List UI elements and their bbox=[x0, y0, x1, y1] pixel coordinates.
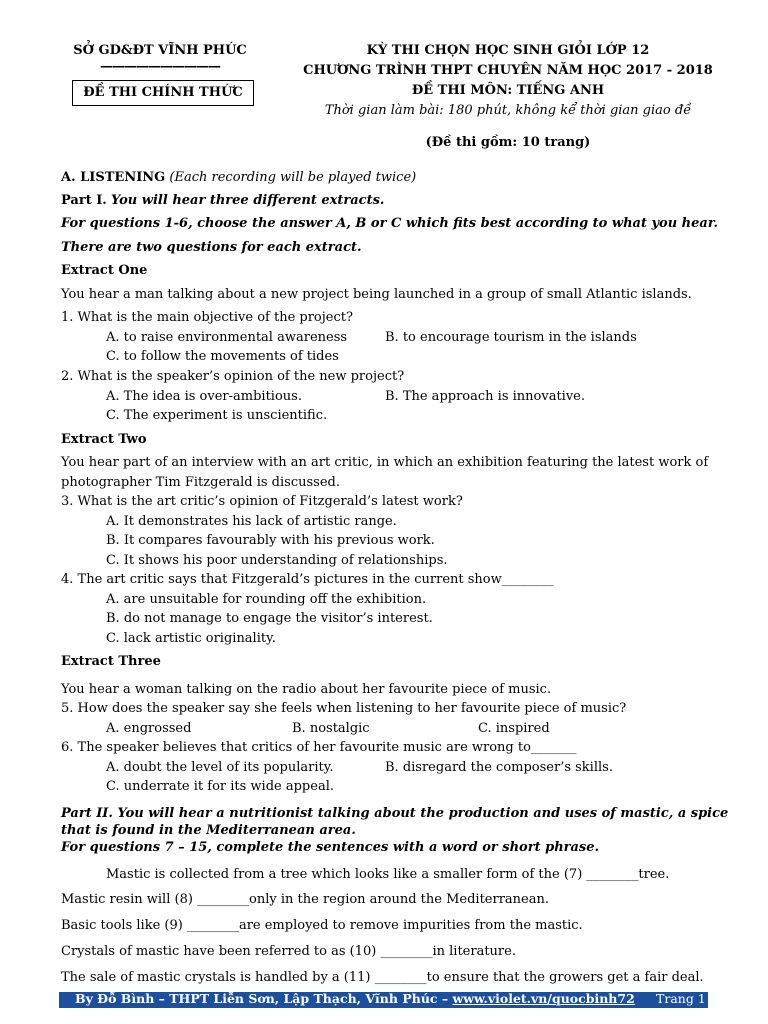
part2-instruction: For questions 7 – 15, complete the sentences with a word or short phrase. bbox=[61, 840, 600, 855]
question-5-option-c: C. inspired bbox=[478, 721, 550, 736]
footer-byline: By Đỗ Bình – THPT Liễn Sơn, Lập Thạch, Vĩnh Phúc – www.violet.vn/quocbinh72 bbox=[75, 991, 635, 1006]
part1-instruction-2: There are two questions for each extract. bbox=[61, 240, 362, 255]
question-3-option-b: B. It compares favourably with his previous work. bbox=[106, 533, 435, 548]
extract-two-intro: You hear part of an interview with an art critic, in which an exhibition featuring the latest work of bbox=[61, 455, 709, 470]
issuing-office: SỞ GD&ĐT VĨNH PHÚC bbox=[73, 43, 247, 58]
question-2: 2. What is the speaker’s opinion of the new project? bbox=[61, 369, 405, 384]
exam-subject: ĐỀ THI MÔN: TIẾNG ANH bbox=[411, 83, 605, 98]
part2-heading-cont: that is found in the Mediterranean area. bbox=[61, 823, 356, 838]
exam-program: CHƯƠNG TRÌNH THPT CHUYÊN NĂM HỌC 2017 - 2018 bbox=[303, 63, 713, 78]
question-6-option-b: B. disregard the composer’s skills. bbox=[385, 760, 613, 775]
question-1-option-a: A. to raise environmental awareness bbox=[106, 330, 348, 345]
question-4-option-c: C. lack artistic originality. bbox=[106, 631, 276, 646]
question-2-option-c: C. The experiment is unscientific. bbox=[106, 408, 328, 423]
exam-time: Thời gian làm bài: 180 phút, không kể thời gian giao đề bbox=[324, 103, 692, 118]
question-4-option-b: B. do not manage to engage the visitor’s interest. bbox=[106, 611, 433, 626]
sentence-8: Mastic resin will (8) ________only in the region around the Mediterranean. bbox=[61, 892, 550, 907]
question-2-option-a: A. The idea is over-ambitious. bbox=[106, 389, 302, 404]
extract-one-intro: You hear a man talking about a new project being launched in a group of small Atlantic islands. bbox=[61, 287, 692, 302]
question-5-option-a: A. engrossed bbox=[106, 721, 192, 736]
question-6-option-c: C. underrate it for its wide appeal. bbox=[106, 779, 334, 794]
header-rule: —————————— bbox=[100, 59, 220, 74]
footer-link[interactable]: www.violet.vn/quocbinh72 bbox=[452, 991, 635, 1006]
extract-three-intro: You hear a woman talking on the radio about her favourite piece of music. bbox=[61, 682, 552, 697]
question-1-option-b: B. to encourage tourism in the islands bbox=[385, 330, 637, 345]
extract-three-title: Extract Three bbox=[61, 654, 161, 669]
question-1-option-c: C. to follow the movements of tides bbox=[106, 349, 339, 364]
section-a-heading: A. LISTENING (Each recording will be played twice) bbox=[61, 170, 417, 185]
question-4: 4. The art critic says that Fitzgerald’s pictures in the current show________ bbox=[61, 572, 554, 587]
question-5-option-b: B. nostalgic bbox=[292, 721, 370, 736]
page-number: Trang 1 bbox=[656, 991, 706, 1006]
question-6-option-a: A. doubt the level of its popularity. bbox=[106, 760, 334, 775]
sentence-11: The sale of mastic crystals is handled by a (11) ________to ensure that the growers get a fair deal. bbox=[61, 970, 704, 985]
sentence-7: Mastic is collected from a tree which looks like a smaller form of the (7) ________tree. bbox=[106, 867, 670, 882]
exam-page-count: (Đề thi gồm: 10 trang) bbox=[425, 135, 591, 150]
part2-heading: Part II. You will hear a nutritionist talking about the production and uses of mastic, a spice bbox=[61, 806, 729, 821]
extract-one-title: Extract One bbox=[61, 263, 148, 278]
question-3: 3. What is the art critic’s opinion of Fitzgerald’s latest work? bbox=[61, 494, 463, 509]
exam-title: KỲ THI CHỌN HỌC SINH GIỎI LỚP 12 bbox=[366, 43, 650, 58]
question-3-option-c: C. It shows his poor understanding of relationships. bbox=[106, 553, 448, 568]
question-3-option-a: A. It demonstrates his lack of artistic range. bbox=[106, 514, 397, 529]
question-6: 6. The speaker believes that critics of her favourite music are wrong to_______ bbox=[61, 740, 577, 755]
question-5: 5. How does the speaker say she feels when listening to her favourite piece of music? bbox=[61, 701, 627, 716]
extract-two-title: Extract Two bbox=[61, 432, 147, 447]
sentence-9: Basic tools like (9) ________are employed to remove impurities from the mastic. bbox=[61, 918, 583, 933]
part1-instruction: For questions 1-6, choose the answer A, B or C which fits best according to what you hear. bbox=[61, 216, 719, 231]
extract-two-intro-cont: photographer Tim Fitzgerald is discussed. bbox=[61, 475, 340, 490]
part1-heading: Part I. You will hear three different extracts. bbox=[61, 193, 385, 208]
sentence-10: Crystals of mastic have been referred to as (10) ________in literature. bbox=[61, 944, 516, 959]
official-exam-label: ĐỀ THI CHÍNH THỨC bbox=[72, 80, 254, 106]
question-1: 1. What is the main objective of the project? bbox=[61, 310, 353, 325]
question-4-option-a: A. are unsuitable for rounding off the exhibition. bbox=[106, 592, 427, 607]
question-2-option-b: B. The approach is innovative. bbox=[385, 389, 585, 404]
